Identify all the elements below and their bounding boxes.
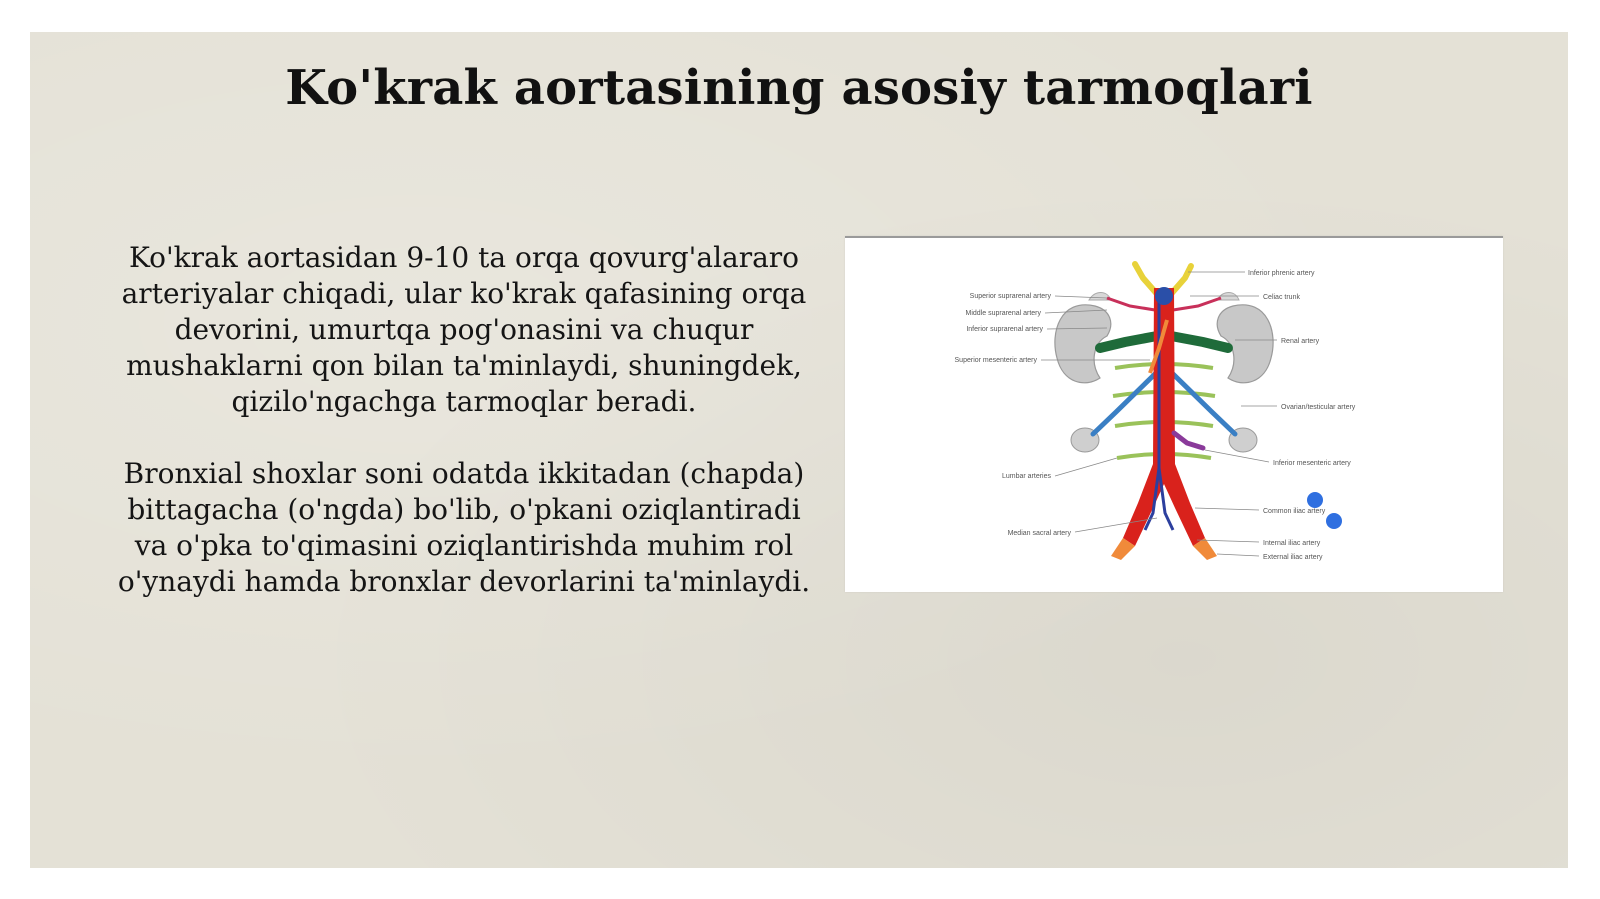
label-lumbar: Lumbar arteries [1001, 473, 1051, 480]
paragraph-intercostal: Ko'krak aortasidan 9-10 ta orqa qovurg'alararo arteriyalar chiqadi, ular ko'krak qafasining orqa devorini, umurtqa pog'onasini va chuqur mushaklarni qon bilan ta'minlaydi, shuningdek, qizilo'ngachga tarmoqlar beradi. [121, 241, 807, 418]
label-superior-mesenteric: Superior mesenteric artery [954, 357, 1037, 364]
body-text [108, 240, 820, 636]
label-inferior-phrenic: Inferior phrenic artery [1248, 270, 1315, 277]
aorta-diagram [845, 236, 1503, 592]
aorta-diagram-svg [845, 238, 1503, 592]
renal-artery-left [1100, 336, 1157, 348]
inferior-mesenteric-artery [1174, 433, 1203, 448]
paragraph-bronchial: Bronxial shoxlar soni odatda ikkitadan (chapda) bittagacha (o'ngda) bo'lib, o'pkani oziqlantiradi va o'pka to'qimasini oziqlantirishda muhim rol o'ynaydi hamda bronxlar devorlarini ta'minlaydi. [117, 457, 811, 598]
label-renal: Renal artery [1281, 338, 1320, 345]
label-celiac: Celiac trunk [1263, 294, 1300, 301]
phrenic-artery-left [1135, 264, 1157, 294]
marker-dot-2 [1326, 513, 1342, 529]
label-internal-iliac: Internal iliac artery [1263, 540, 1321, 547]
label-inferior-mesenteric: Inferior mesenteric artery [1273, 460, 1351, 467]
slide [30, 32, 1568, 868]
slide-title: Ko'krak aortasining asosiy tarmoqlari [285, 60, 1313, 116]
label-inferior-suprarenal: Inferior suprarenal artery [966, 326, 1043, 333]
renal-artery-right [1171, 336, 1228, 348]
label-superior-suprarenal: Superior suprarenal artery [969, 293, 1051, 300]
label-common-iliac: Common iliac artery [1263, 508, 1326, 515]
suprarenal-artery-left [1107, 298, 1155, 310]
label-gonadal: Ovarian/testicular artery [1281, 404, 1356, 411]
label-external-iliac: External iliac artery [1263, 554, 1323, 561]
suprarenal-artery-right [1173, 298, 1221, 310]
label-median-sacral: Median sacral artery [1007, 530, 1071, 537]
label-middle-suprarenal: Middle suprarenal artery [965, 310, 1041, 317]
celiac-trunk [1155, 287, 1173, 305]
marker-dot-1 [1307, 492, 1323, 508]
